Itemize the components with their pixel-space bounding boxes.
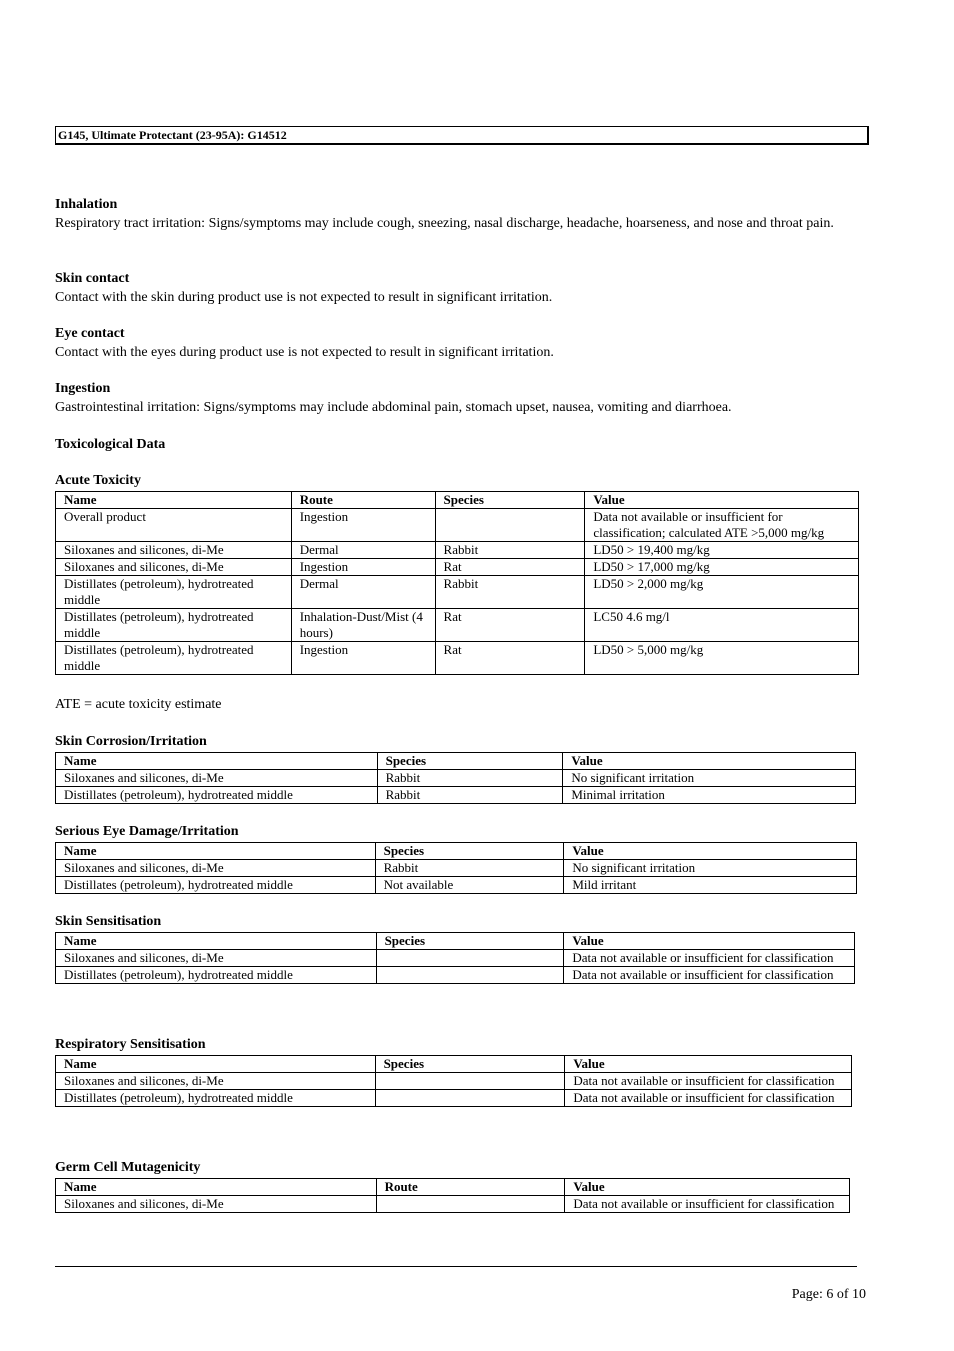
- table-row: [56, 559, 859, 576]
- table-row: [56, 877, 857, 894]
- table-cell: Distillates (petroleum), hydrotreated middle: [56, 609, 292, 642]
- table-cell: Dermal: [291, 542, 435, 559]
- table-cell: Rat: [435, 609, 585, 642]
- skin-corrosion-table: [55, 752, 856, 804]
- skin-contact-text: Contact with the skin during product use is not expected to result in significant irritation.: [55, 290, 553, 305]
- table-cell: [435, 509, 585, 542]
- table-row: [56, 1090, 852, 1107]
- table-row: [56, 860, 857, 877]
- table-header-row: [56, 1056, 852, 1073]
- eye-damage-table: [55, 842, 857, 894]
- column-header: Species: [375, 843, 564, 860]
- column-header: Value: [565, 1179, 850, 1196]
- table-header-row: [56, 753, 856, 770]
- table-cell: Siloxanes and silicones, di-Me: [56, 559, 292, 576]
- table-row: [56, 1196, 850, 1213]
- inhalation-heading: Inhalation: [55, 197, 118, 212]
- eye-contact-heading: Eye contact: [55, 326, 125, 341]
- table-cell: Not available: [375, 877, 564, 894]
- table-row: [56, 509, 859, 542]
- table-cell: Siloxanes and silicones, di-Me: [56, 950, 377, 967]
- column-header: Route: [376, 1179, 565, 1196]
- column-header: Name: [56, 933, 377, 950]
- table-cell: Data not available or insufficient for classification: [565, 1073, 852, 1090]
- eye-contact-text: Contact with the eyes during product use is not expected to result in significant irritation.: [55, 345, 554, 360]
- table-cell: Ingestion: [291, 642, 435, 675]
- table-row: [56, 542, 859, 559]
- germ-cell-heading: Germ Cell Mutagenicity: [55, 1160, 201, 1175]
- table-cell: Distillates (petroleum), hydrotreated middle: [56, 787, 378, 804]
- table-cell: [375, 1073, 565, 1090]
- table-cell: Rabbit: [435, 542, 585, 559]
- respiratory-sensitisation-heading: Respiratory Sensitisation: [55, 1037, 206, 1052]
- table-cell: Distillates (petroleum), hydrotreated middle: [56, 877, 376, 894]
- table-cell: Rabbit: [377, 787, 563, 804]
- inhalation-section: [55, 196, 860, 233]
- table-cell: Siloxanes and silicones, di-Me: [56, 542, 292, 559]
- table-cell: LD50 > 17,000 mg/kg: [585, 559, 859, 576]
- table-cell: Rabbit: [435, 576, 585, 609]
- table-cell: Inhalation-Dust/Mist (4 hours): [291, 609, 435, 642]
- table-cell: No significant irritation: [563, 770, 856, 787]
- table-cell: Data not available or insufficient for classification; calculated ATE >5,000 mg/kg: [585, 509, 859, 542]
- column-header: Species: [375, 1056, 565, 1073]
- table-row: [56, 950, 855, 967]
- table-cell: Rat: [435, 642, 585, 675]
- footer-divider: [55, 1266, 857, 1267]
- table-cell: Ingestion: [291, 509, 435, 542]
- table-header-row: [56, 492, 859, 509]
- ate-note: ATE = acute toxicity estimate: [55, 697, 222, 712]
- table-cell: [375, 1090, 565, 1107]
- column-header: Value: [564, 843, 857, 860]
- table-row: [56, 967, 855, 984]
- table-cell: Rat: [435, 559, 585, 576]
- table-cell: Dermal: [291, 576, 435, 609]
- table-cell: LD50 > 2,000 mg/kg: [585, 576, 859, 609]
- table-cell: Ingestion: [291, 559, 435, 576]
- skin-contact-section: [55, 270, 860, 307]
- table-cell: Distillates (petroleum), hydrotreated middle: [56, 967, 377, 984]
- column-header: Name: [56, 843, 376, 860]
- column-header: Name: [56, 1179, 377, 1196]
- skin-sensitisation-table: [55, 932, 855, 984]
- column-header: Value: [585, 492, 859, 509]
- table-header-row: [56, 1179, 850, 1196]
- column-header: Species: [377, 753, 563, 770]
- eye-damage-heading: Serious Eye Damage/Irritation: [55, 824, 239, 839]
- table-cell: LC50 4.6 mg/l: [585, 609, 859, 642]
- column-header: Value: [564, 933, 855, 950]
- column-header: Species: [376, 933, 564, 950]
- table-row: [56, 609, 859, 642]
- table-cell: Siloxanes and silicones, di-Me: [56, 1073, 376, 1090]
- table-cell: Siloxanes and silicones, di-Me: [56, 770, 378, 787]
- table-row: [56, 642, 859, 675]
- table-header-row: [56, 843, 857, 860]
- acute-toxicity-heading: Acute Toxicity: [55, 473, 141, 488]
- eye-contact-section: [55, 325, 860, 362]
- document-header-title: G145, Ultimate Protectant (23-95A): G14512: [55, 126, 869, 145]
- skin-contact-heading: Skin contact: [55, 271, 130, 286]
- table-cell: Distillates (petroleum), hydrotreated middle: [56, 1090, 376, 1107]
- table-header-row: [56, 933, 855, 950]
- table-cell: [376, 967, 564, 984]
- toxicological-data-heading: Toxicological Data: [55, 437, 166, 452]
- table-cell: Siloxanes and silicones, di-Me: [56, 860, 376, 877]
- column-header: Name: [56, 492, 292, 509]
- table-row: [56, 1073, 852, 1090]
- column-header: Value: [563, 753, 856, 770]
- table-row: [56, 576, 859, 609]
- page-number: Page: 6 of 10: [791, 1287, 866, 1302]
- table-row: [56, 787, 856, 804]
- ingestion-text: Gastrointestinal irritation: Signs/symptoms may include abdominal pain, stomach upset, nausea, vomiting and diarrhoea.: [55, 400, 732, 415]
- table-cell: Data not available or insufficient for classification: [565, 1090, 852, 1107]
- table-cell: LD50 > 5,000 mg/kg: [585, 642, 859, 675]
- table-cell: [376, 1196, 565, 1213]
- acute-toxicity-table: [55, 491, 859, 675]
- table-cell: Distillates (petroleum), hydrotreated middle: [56, 576, 292, 609]
- ingestion-heading: Ingestion: [55, 381, 111, 396]
- ingestion-section: [55, 380, 860, 417]
- table-cell: Distillates (petroleum), hydrotreated middle: [56, 642, 292, 675]
- table-cell: Overall product: [56, 509, 292, 542]
- column-header: Name: [56, 1056, 376, 1073]
- table-cell: Rabbit: [377, 770, 563, 787]
- column-header: Route: [291, 492, 435, 509]
- respiratory-sensitisation-table: [55, 1055, 852, 1107]
- table-row: [56, 770, 856, 787]
- germ-cell-table: [55, 1178, 850, 1213]
- table-cell: Minimal irritation: [563, 787, 856, 804]
- skin-sensitisation-heading: Skin Sensitisation: [55, 914, 162, 929]
- table-cell: Siloxanes and silicones, di-Me: [56, 1196, 377, 1213]
- inhalation-text: Respiratory tract irritation: Signs/symptoms may include cough, sneezing, nasal discharge, headache, hoarseness, and nose and throat pain.: [55, 216, 834, 231]
- table-cell: Data not available or insufficient for classification: [565, 1196, 850, 1213]
- table-cell: [376, 950, 564, 967]
- table-cell: Rabbit: [375, 860, 564, 877]
- table-cell: No significant irritation: [564, 860, 857, 877]
- table-cell: Data not available or insufficient for classification: [564, 967, 855, 984]
- skin-corrosion-heading: Skin Corrosion/Irritation: [55, 734, 207, 749]
- table-cell: Mild irritant: [564, 877, 857, 894]
- table-cell: Data not available or insufficient for classification: [564, 950, 855, 967]
- column-header: Value: [565, 1056, 852, 1073]
- column-header: Species: [435, 492, 585, 509]
- column-header: Name: [56, 753, 378, 770]
- table-cell: LD50 > 19,400 mg/kg: [585, 542, 859, 559]
